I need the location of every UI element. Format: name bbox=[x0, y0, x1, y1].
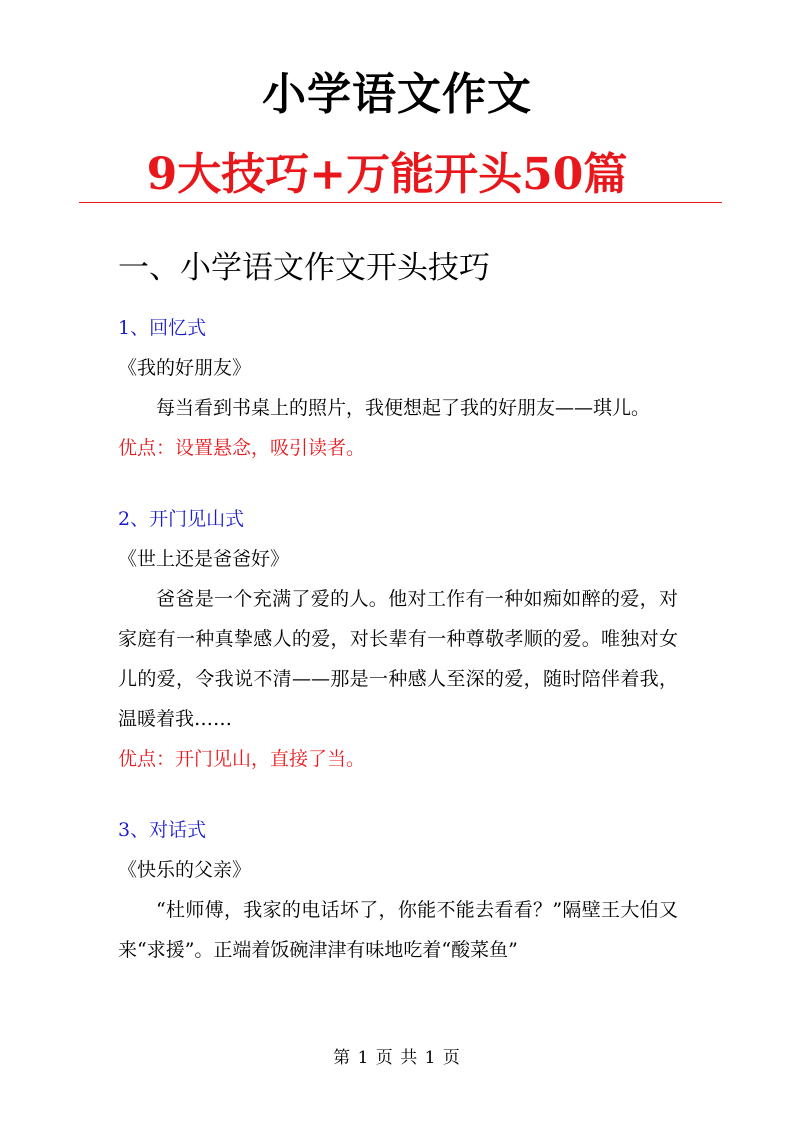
list-item bbox=[118, 810, 678, 970]
title-divider bbox=[79, 202, 722, 203]
item-spacer bbox=[118, 468, 678, 499]
essay-excerpt: 每当看到书桌上的照片，我便想起了我的好朋友——琪儿。 bbox=[156, 397, 651, 419]
item-title: 3、对话式 bbox=[118, 819, 207, 841]
list-item bbox=[118, 499, 678, 779]
merit-note: 优点：开门见山，直接了当。 bbox=[118, 748, 366, 770]
document-subtitle: 9大技巧+万能开头50篇 bbox=[146, 149, 628, 200]
item-title: 2、开门见山式 bbox=[118, 508, 245, 530]
document-title: 小学语文作文 bbox=[262, 69, 532, 120]
section-content bbox=[118, 308, 678, 970]
item-title: 1、回忆式 bbox=[118, 317, 207, 339]
essay-excerpt: “杜师傅，我家的电话坏了，你能不能去看看？”隔壁王大伯又来“求援”。正端着饭碗津津有味地吃着“酸菜鱼” bbox=[118, 899, 678, 961]
essay-excerpt: 爸爸是一个充满了爱的人。他对工作有一种如痴如醉的爱，对家庭有一种真挚感人的爱，对长辈有一种尊敬孝顺的爱。唯独对女儿的爱，令我说不清——那是一种感人至深的爱，随时陪伴着我，温暖着我…… bbox=[118, 588, 678, 730]
section-heading: 一、小学语文作文开头技巧 bbox=[118, 250, 490, 286]
essay-title: 《我的好朋友》 bbox=[118, 357, 252, 379]
essay-title: 《世上还是爸爸好》 bbox=[118, 548, 290, 570]
list-item bbox=[118, 308, 678, 468]
merit-note: 优点：设置悬念，吸引读者。 bbox=[118, 437, 366, 459]
essay-title: 《快乐的父亲》 bbox=[118, 859, 252, 881]
page-footer: 第 1 页 共 1 页 bbox=[333, 1048, 461, 1068]
item-spacer bbox=[118, 779, 678, 810]
